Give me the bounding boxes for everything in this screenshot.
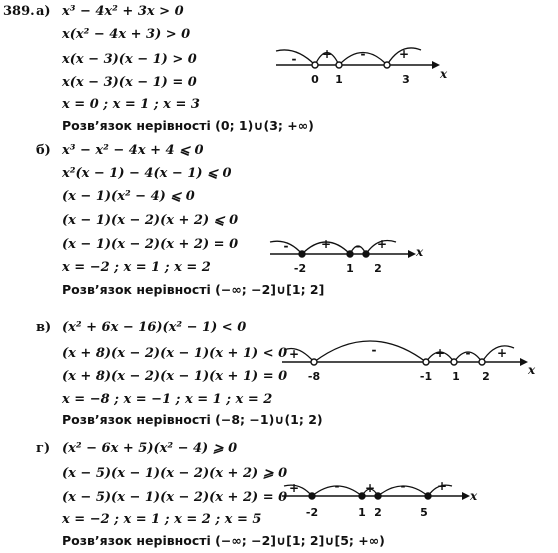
closed-point	[309, 493, 315, 499]
part-b-solution	[62, 282, 324, 298]
axis-arrow-icon	[408, 250, 416, 258]
problem-number: 389.	[3, 4, 35, 19]
sign-label: +	[320, 237, 332, 251]
point-label: -1	[419, 370, 433, 383]
open-point	[479, 359, 485, 365]
solution-set: (−∞; −2]∪[1; 2]	[215, 282, 325, 297]
closed-point	[363, 251, 369, 257]
solution-label: Розв’язок нерівності	[62, 282, 211, 297]
part-b-line-3: (x − 1)(x² − 4) ⩽ 0	[62, 189, 195, 204]
sign-chart-b	[270, 232, 430, 282]
axis-var: x	[416, 245, 424, 259]
sign-chart-c	[282, 330, 536, 388]
solution-label: Розв’язок нерівності	[62, 533, 211, 548]
part-a-solution	[62, 118, 314, 134]
sign-chart-a	[276, 36, 446, 94]
part-c-line-2: (x + 8)(x − 2)(x − 1)(x + 1) < 0	[62, 346, 288, 361]
sign-label: -	[360, 47, 366, 61]
point-label: 1	[452, 370, 460, 383]
point-label: 1	[346, 262, 354, 275]
sign-label: +	[398, 47, 410, 61]
axis-var: x	[440, 67, 448, 81]
part-b-line-4: (x − 1)(x − 2)(x + 2) ⩽ 0	[62, 213, 239, 228]
solution-label: Розв’язок нерівності	[62, 118, 211, 133]
part-a-line-3: x(x − 3)(x − 1) > 0	[62, 52, 197, 67]
part-b-line-1: x³ − x² − 4x + 4 ⩽ 0	[62, 143, 204, 158]
sign-label: +	[321, 47, 333, 61]
point-label: -2	[305, 506, 319, 519]
open-point	[311, 359, 317, 365]
sign-label: +	[496, 346, 508, 360]
sign-label: -	[291, 52, 297, 66]
sign-label: +	[288, 481, 300, 495]
part-d-line-2: (x − 5)(x − 1)(x − 2)(x + 2) ⩾ 0	[62, 466, 288, 481]
sign-label: -	[371, 343, 377, 357]
part-a-line-1: x³ − 4x² + 3x > 0	[62, 4, 184, 19]
point-label: 1	[335, 73, 343, 86]
open-point	[312, 62, 318, 68]
point-label: 1	[358, 506, 366, 519]
sign-label: -	[334, 479, 340, 493]
part-d-line-1: (x² − 6x + 5)(x² − 4) ⩾ 0	[62, 441, 238, 456]
sign-label: -	[283, 239, 289, 253]
part-b-line-6: x = −2 ; x = 1 ; x = 2	[62, 260, 211, 275]
sign-arc	[314, 341, 426, 362]
sign-label: +	[376, 237, 388, 251]
point-label: 0	[311, 73, 319, 86]
open-point	[423, 359, 429, 365]
part-c-line-1: (x² + 6x − 16)(x² − 1) < 0	[62, 320, 247, 335]
part-a-line-5: x = 0 ; x = 1 ; x = 3	[62, 97, 200, 112]
sign-label: -	[465, 346, 471, 360]
point-label: 3	[402, 73, 410, 86]
axis-var: x	[528, 363, 536, 377]
part-label-a: а)	[36, 4, 51, 19]
solution-set: (0; 1)∪(3; +∞)	[215, 118, 314, 133]
sign-label: +	[288, 347, 300, 361]
axis-arrow-icon	[432, 61, 440, 69]
closed-point	[347, 251, 353, 257]
sign-label: -	[400, 479, 406, 493]
sign-label: -	[355, 239, 361, 253]
axis-arrow-icon	[520, 358, 528, 366]
open-point	[336, 62, 342, 68]
part-label-b: б)	[36, 143, 51, 158]
solution-set: (−8; −1)∪(1; 2)	[215, 412, 323, 427]
part-b-line-5: (x − 1)(x − 2)(x + 2) = 0	[62, 237, 239, 252]
point-label: 5	[420, 506, 428, 519]
point-label: -2	[293, 262, 307, 275]
part-d-line-4: x = −2 ; x = 1 ; x = 2 ; x = 5	[62, 512, 262, 527]
part-a-line-2: x(x² − 4x + 3) > 0	[62, 27, 191, 42]
part-c-line-3: (x + 8)(x − 2)(x − 1)(x + 1) = 0	[62, 369, 288, 384]
part-d-line-3: (x − 5)(x − 1)(x − 2)(x + 2) = 0	[62, 490, 288, 505]
point-label: 2	[482, 370, 490, 383]
point-label: 2	[374, 262, 382, 275]
open-point	[384, 62, 390, 68]
sign-label: +	[434, 346, 446, 360]
part-label-c: в)	[36, 320, 52, 335]
sign-chart-d	[282, 478, 482, 528]
point-label: 2	[374, 506, 382, 519]
part-b-line-2: x²(x − 1) − 4(x − 1) ⩽ 0	[62, 166, 232, 181]
part-c-solution	[62, 412, 323, 428]
closed-point	[375, 493, 381, 499]
open-point	[451, 359, 457, 365]
solution-label: Розв’язок нерівності	[62, 412, 211, 427]
closed-point	[299, 251, 305, 257]
closed-point	[425, 493, 431, 499]
part-a-line-4: x(x − 3)(x − 1) = 0	[62, 75, 197, 90]
point-label: -8	[307, 370, 321, 383]
solution-set: (−∞; −2]∪[1; 2]∪[5; +∞)	[215, 533, 385, 548]
part-d-solution	[62, 533, 385, 549]
part-c-line-4: x = −8 ; x = −1 ; x = 1 ; x = 2	[62, 392, 273, 407]
axis-arrow-icon	[462, 492, 470, 500]
axis-var: x	[470, 489, 478, 503]
sign-label: +	[364, 481, 376, 495]
part-label-d: г)	[36, 441, 51, 456]
sign-label: +	[436, 479, 448, 493]
